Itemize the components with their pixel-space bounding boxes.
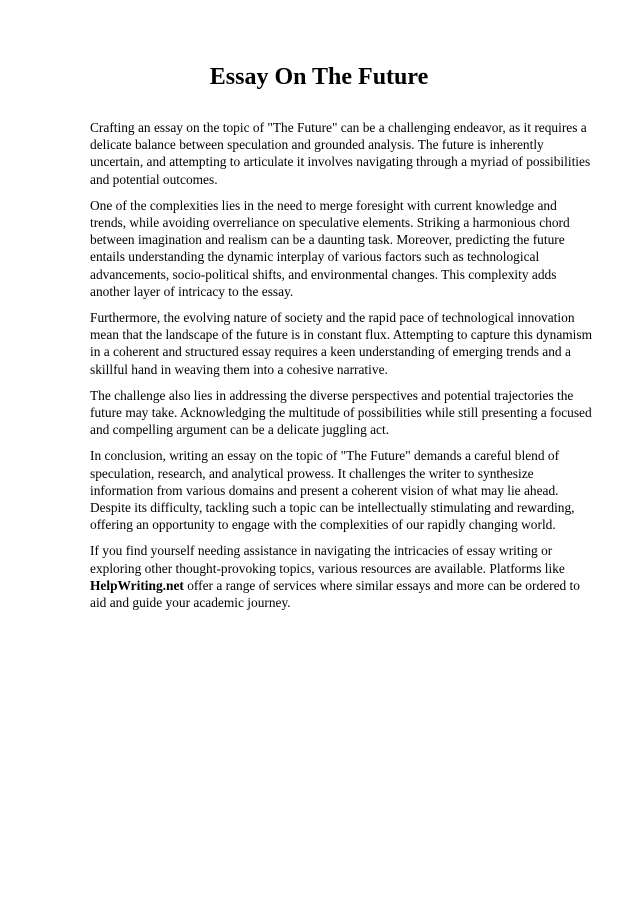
page-title: Essay On The Future — [209, 64, 429, 90]
paragraph-1: Crafting an essay on the topic of "The Future" can be a challenging endeavor, as it requires a delicate balance between speculation and grounded analysis. The future is inherently uncertain, and attempting to articulate it involves navigating through a myriad of possibilities and potential outcomes. — [90, 120, 591, 187]
paragraph-2: One of the complexities lies in the need to merge foresight with current knowledge and trends, while avoiding overreliance on speculative elements. Striking a harmonious chord between imagination and realism can be a daunting task. Moreover, predicting the future entails understanding the dynamic interplay of various factors such as technological advancements, socio-political shifts, and environmental changes. This complexity adds another layer of intricacy to the essay. — [90, 197, 570, 299]
paragraph-4: The challenge also lies in addressing the diverse perspectives and potential trajectories the future may take. Acknowledging the multitude of possibilities while still presenting a focused and compelling argument can be a delicate juggling act. — [90, 387, 592, 438]
paragraph-3: Furthermore, the evolving nature of society and the rapid pace of technological innovation mean that the landscape of the future is in constant flux. Attempting to capture this dynamism in a coherent and structured essay requires a keen understanding of emerging trends and a skillful hand in weaving them into a cohesive narrative. — [90, 310, 593, 377]
essay-body — [90, 119, 595, 620]
closing-text-before-link: If you find yourself needing assistance in navigating the intricacies of essay writing or exploring other thought-provoking topics, various resources are available. Platforms like — [90, 543, 565, 576]
closing-text-after-link: offer a range of services where similar essays and more can be ordered to aid and guide your academic journey. — [90, 577, 580, 611]
paragraph-5: In conclusion, writing an essay on the topic of "The Future" demands a careful blend of speculation, research, and analytical prowess. It challenges the writer to synthesize information from various domains and present a coherent vision of what may lie ahead. Despite its difficulty, tackling such a topic can be intellectually stimulating and rewarding, offering an opportunity to engage with the complexities of our rapidly changing world. — [90, 448, 575, 533]
helpwriting-link[interactable]: HelpWriting.net — [90, 577, 184, 593]
closing-paragraph — [90, 542, 595, 611]
